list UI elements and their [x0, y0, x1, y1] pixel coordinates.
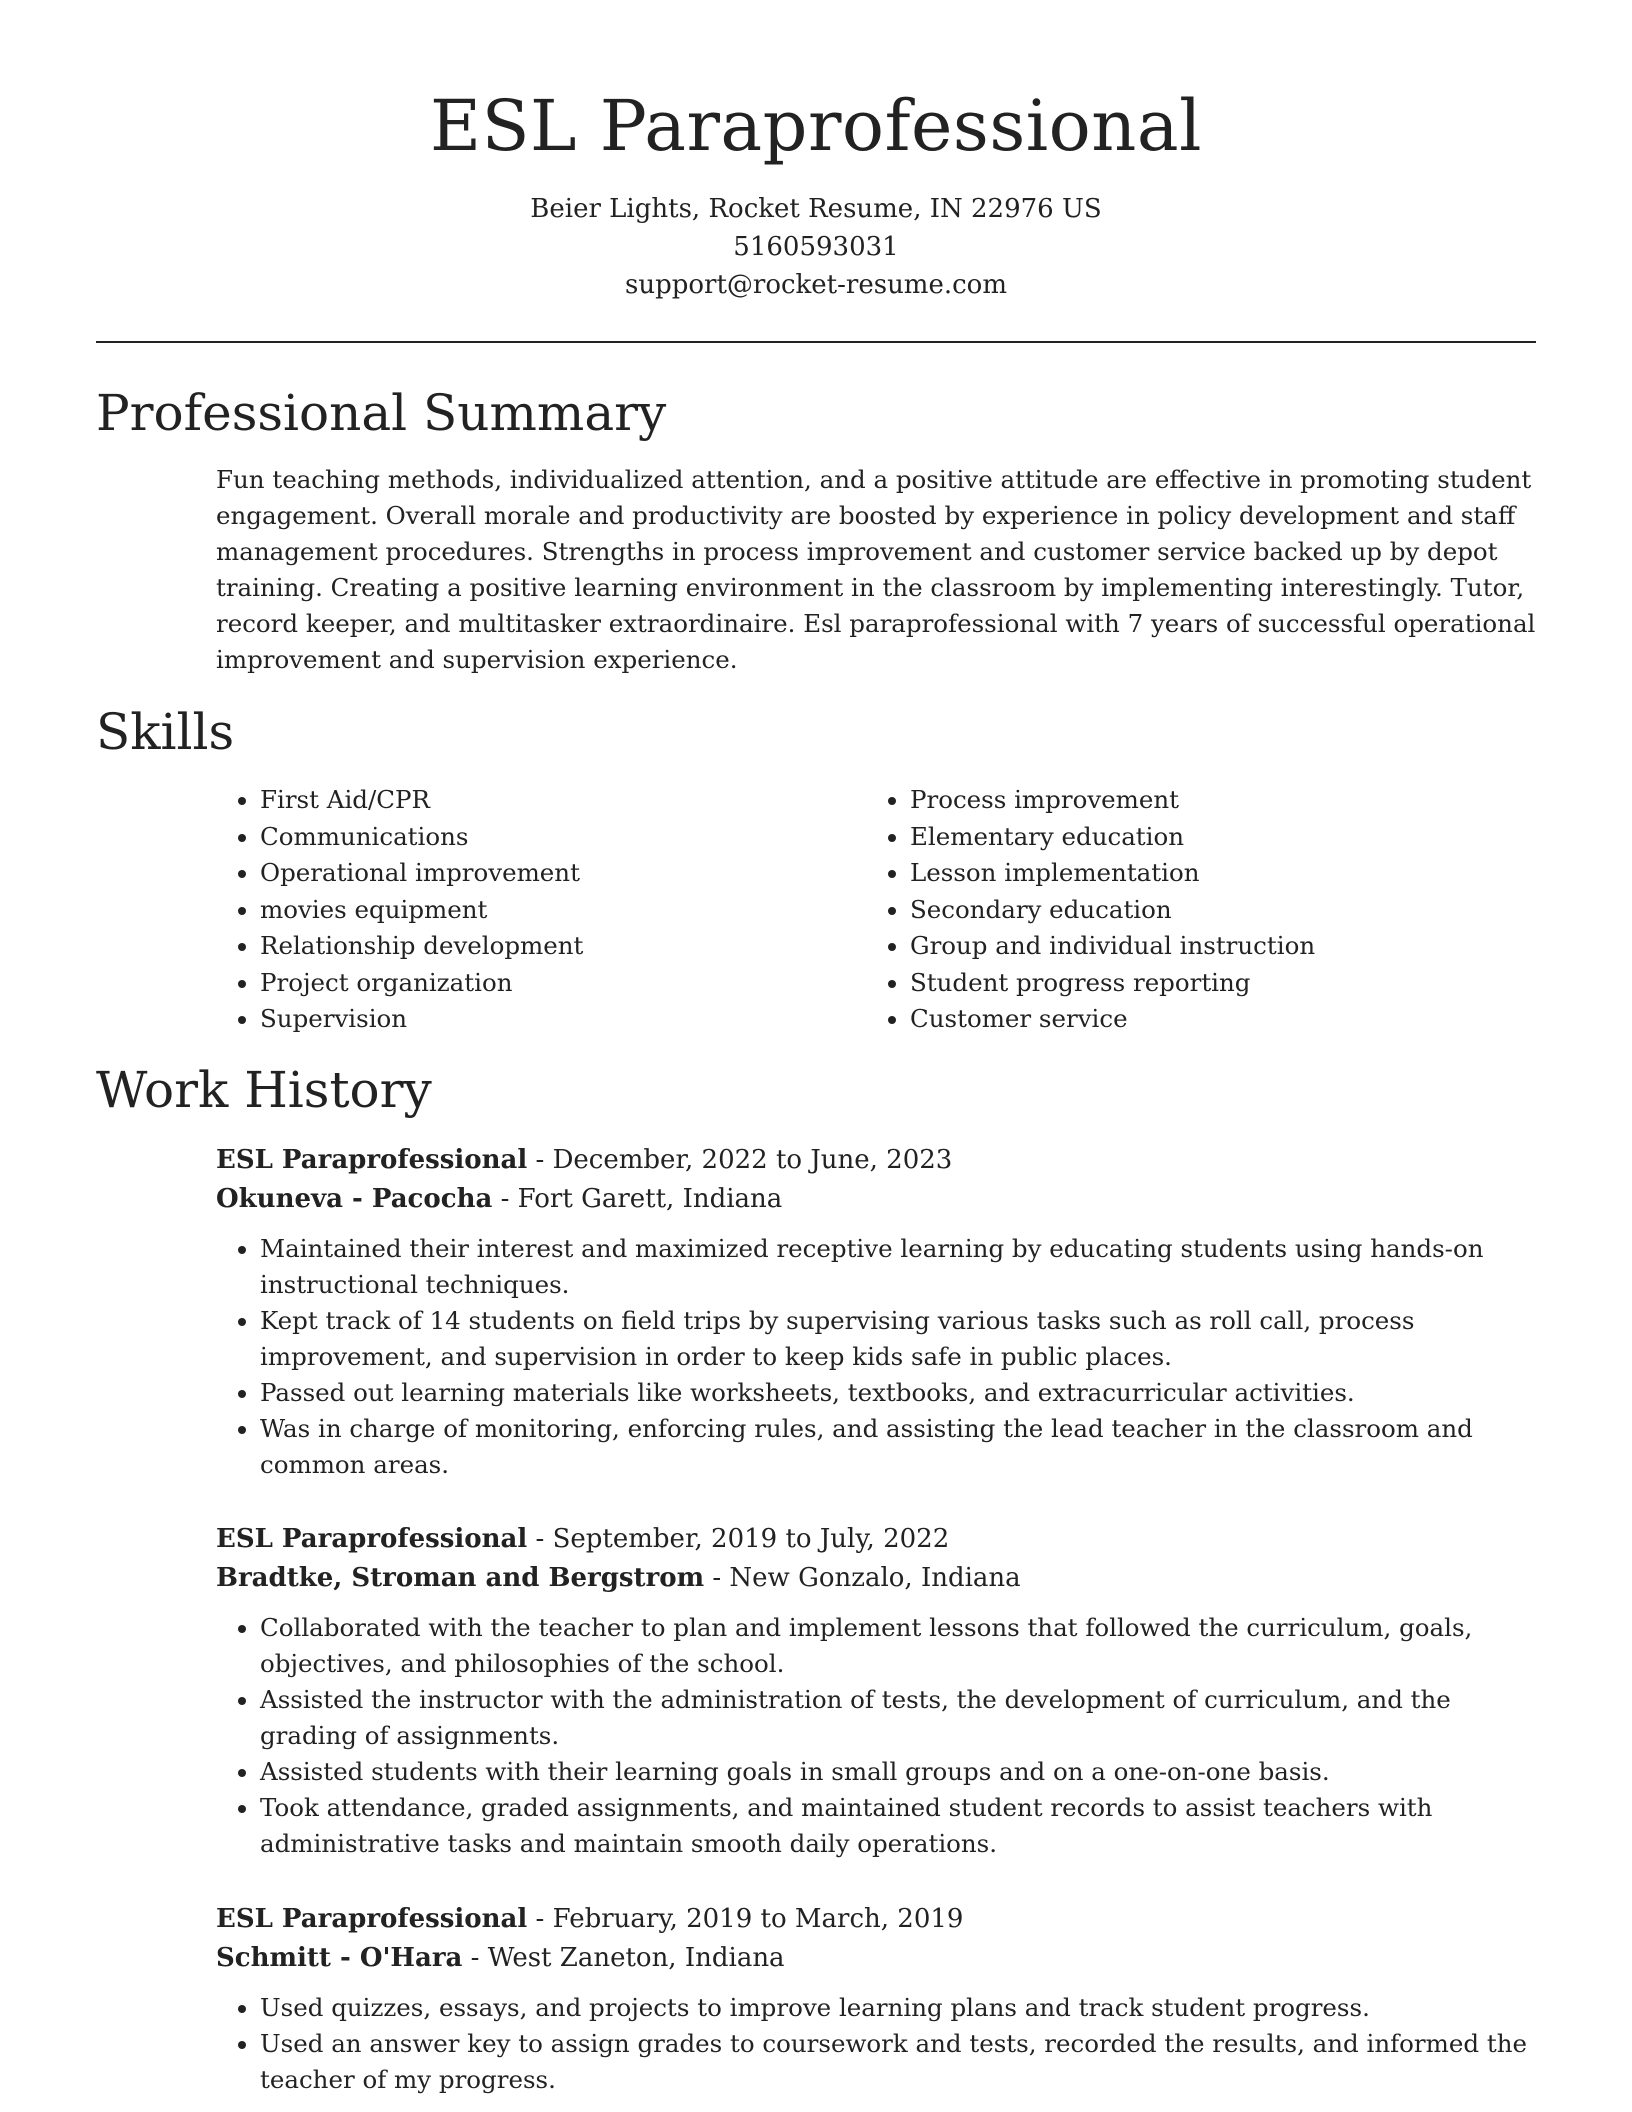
skill-item: • Student progress reporting — [910, 965, 1516, 1002]
job-separator: - — [500, 1184, 518, 1214]
skill-item: • Project organization — [260, 965, 866, 1002]
job-entry — [216, 1141, 1536, 1483]
job-duty: • Passed out learning materials like worksheets, textbooks, and extracurricular activities. — [260, 1375, 1536, 1411]
job-title: ESL Paraprofessional — [216, 1904, 528, 1934]
summary-text: Fun teaching methods, individualized attention, and a positive attitude are effective in promoting student engagement. Overall morale and productivity are boosted by experience in policy development and staff management procedures. Strengths in process improvement and customer service backed up by depot training. Creating a positive learning environment in the classroom by implementing interestingly. Tutor, record keeper, and multitasker extraordinaire. Esl paraprofessional with 7 years of successful operational improvement and supervision experience. — [216, 465, 1536, 674]
skill-item: • Group and individual instruction — [910, 928, 1516, 965]
skill-item: • Process improvement — [910, 782, 1516, 819]
header-divider — [96, 341, 1536, 343]
contact-email: support@rocket-resume.com — [624, 270, 1007, 300]
job-entry — [216, 1900, 1536, 2098]
job-title-line — [216, 1520, 1536, 1559]
job-location: Fort Garett, Indiana — [517, 1184, 783, 1214]
job-separator: - — [470, 1943, 488, 1973]
job-duty: • Used an answer key to assign grades to coursework and tests, recorded the results, and informed the teacher of my progress. — [260, 2026, 1536, 2098]
skill-item: • Communications — [260, 819, 866, 856]
job-duty: • Assisted students with their learning goals in small groups and on a one-on-one basis. — [260, 1754, 1536, 1790]
job-duty: • Maintained their interest and maximized receptive learning by educating students using hands-on instructional techniques. — [260, 1231, 1536, 1303]
contact-address: Beier Lights, Rocket Resume, IN 22976 US — [530, 194, 1102, 224]
job-company: Schmitt - O'Hara — [216, 1943, 463, 1973]
job-separator: - — [535, 1904, 553, 1934]
skill-item: • First Aid/CPR — [260, 782, 866, 819]
job-location: New Gonzalo, Indiana — [729, 1563, 1021, 1593]
candidate-name: ESL Paraprofessional — [429, 85, 1202, 167]
skills-heading: Skills — [96, 703, 235, 761]
job-duty: • Collaborated with the teacher to plan and implement lessons that followed the curriculum, goals, objectives, and philosophies of the school. — [260, 1610, 1536, 1682]
job-location: West Zaneton, Indiana — [487, 1943, 785, 1973]
job-company-line — [216, 1559, 1536, 1598]
job-duty: • Was in charge of monitoring, enforcing rules, and assisting the lead teacher in the classroom and common areas. — [260, 1411, 1536, 1483]
job-separator: - — [712, 1563, 730, 1593]
skills-list — [216, 782, 1536, 1038]
contact-phone: 5160593031 — [733, 232, 899, 262]
job-duties — [216, 1610, 1536, 1862]
skill-item: • Elementary education — [910, 819, 1516, 856]
skills-column-left — [216, 782, 866, 1038]
contact-info — [0, 190, 1632, 304]
skill-item: • movies equipment — [260, 892, 866, 929]
job-company: Okuneva - Pacocha — [216, 1184, 493, 1214]
skill-item: • Secondary education — [910, 892, 1516, 929]
job-dates: February, 2019 to March, 2019 — [552, 1904, 964, 1934]
job-entry — [216, 1520, 1536, 1862]
job-dates: September, 2019 to July, 2022 — [552, 1524, 950, 1554]
job-duty: • Assisted the instructor with the administration of tests, the development of curriculum, and the grading of assignments. — [260, 1682, 1536, 1754]
work-history-heading: Work History — [96, 1061, 432, 1119]
skills-column-right — [866, 782, 1516, 1038]
skill-item: • Customer service — [910, 1001, 1516, 1038]
job-duties — [216, 1231, 1536, 1483]
job-title: ESL Paraprofessional — [216, 1524, 528, 1554]
job-duty: • Kept track of 14 students on field trips by supervising various tasks such as roll call, process improvement, and supervision in order to keep kids safe in public places. — [260, 1303, 1536, 1375]
skill-item: • Operational improvement — [260, 855, 866, 892]
job-title: ESL Paraprofessional — [216, 1145, 528, 1175]
job-company-line — [216, 1939, 1536, 1978]
job-separator: - — [535, 1524, 553, 1554]
skill-item: • Supervision — [260, 1001, 866, 1038]
job-duty: • Took attendance, graded assignments, and maintained student records to assist teachers with administrative tasks and maintain smooth daily operations. — [260, 1790, 1536, 1862]
job-dates: December, 2022 to June, 2023 — [552, 1145, 953, 1175]
job-duty: • Used quizzes, essays, and projects to improve learning plans and track student progress. — [260, 1990, 1536, 2026]
job-title-line — [216, 1141, 1536, 1180]
resume-header — [0, 0, 1632, 304]
job-title-line — [216, 1900, 1536, 1939]
job-company: Bradtke, Stroman and Bergstrom — [216, 1563, 705, 1593]
skill-item: • Relationship development — [260, 928, 866, 965]
job-duties — [216, 1990, 1536, 2098]
job-company-line — [216, 1180, 1536, 1219]
skill-item: • Lesson implementation — [910, 855, 1516, 892]
summary-heading: Professional Summary — [96, 384, 667, 442]
job-separator: - — [535, 1145, 553, 1175]
